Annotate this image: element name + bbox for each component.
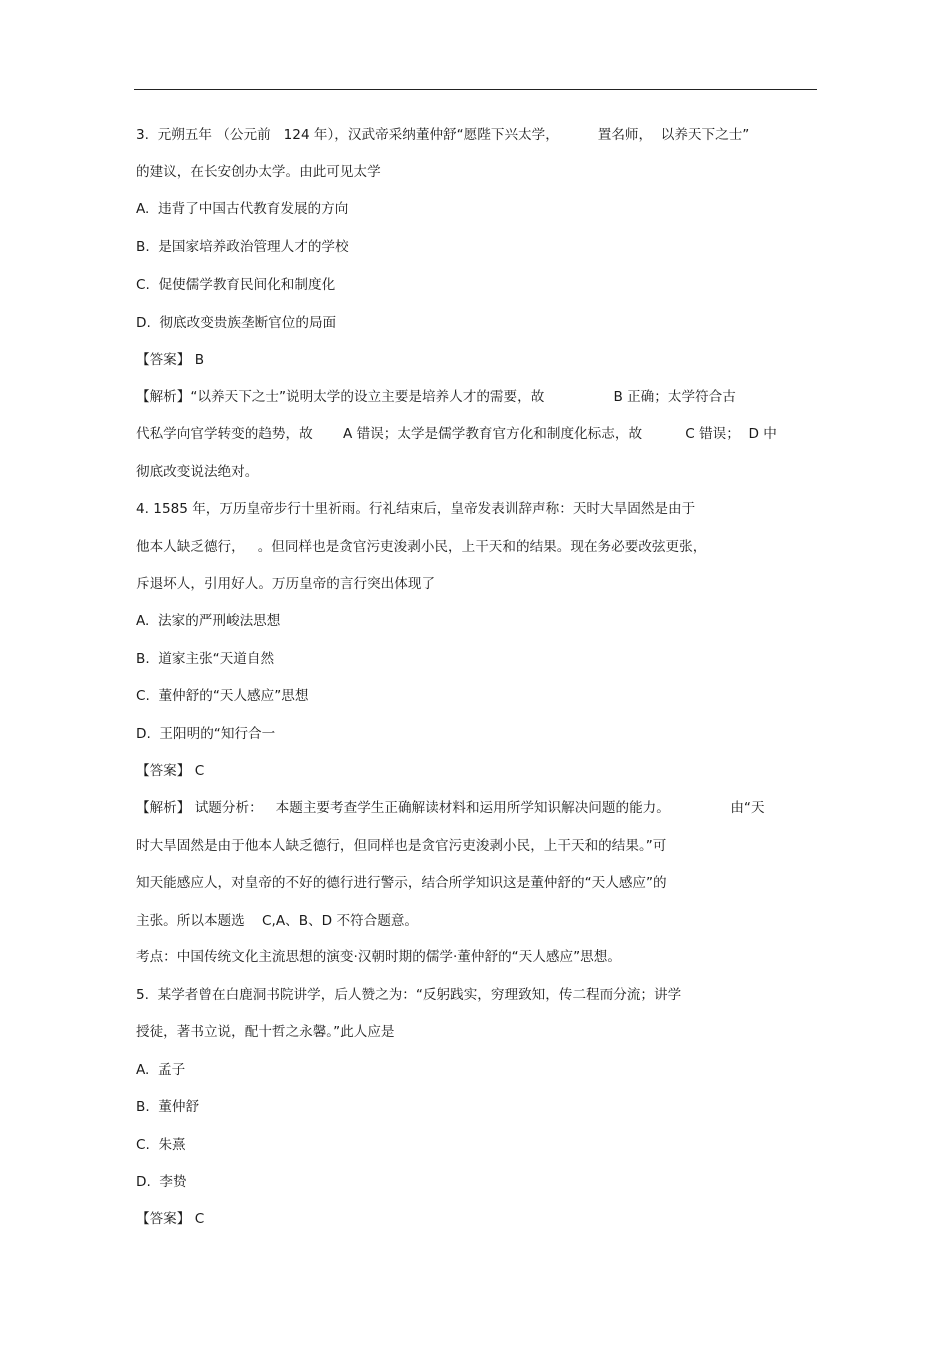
q3-option-c: C. 促使儒学教育民间化和制度化 [136,277,336,293]
q3-option-d: D. 彻底改变贵族垄断官位的局面 [136,315,337,331]
q3-option-b: B. 是国家培养政治管理人才的学校 [136,239,349,255]
q4-option-d: D. 王阳明的“知行合一 [136,726,276,742]
q4-analysis-line1: 【解析】 试题分析： 本题主要考查学生正确解读材料和运用所学知识解决问题的能力。 由“天 [136,800,765,816]
q5-stem-line1: 5. 某学者曾在白鹿洞书院讲学，后人赞之为：“反躬践实，穷理致知，传二程而分流；讲学 [136,987,682,1003]
q4-stem-line1: 4. 1585 年，万历皇帝步行十里祈雨。行礼结束后，皇帝发表训辞声称：天时大旱固然是由于 [136,501,696,517]
q3-stem-line2: 的建议，在长安创办太学。由此可见太学 [136,164,381,180]
q5-stem-line2: 授徒，著书立说，配十哲之永馨。”此人应是 [136,1024,395,1040]
q5-option-c: C. 朱熹 [136,1137,186,1153]
q3-analysis-line1: 【解析】“以养天下之士”说明太学的设立主要是培养人才的需要，故 B 正确；太学符合古 [136,389,736,405]
q4-analysis-line3: 知天能感应人，对皇帝的不好的德行进行警示，结合所学知识这是董仲舒的“天人感应”的 [136,875,667,891]
q4-knowledge-point: 考点：中国传统文化主流思想的演变·汉朝时期的儒学·董仲舒的“天人感应”思想。 [136,949,621,965]
q3-stem-line1: 3. 元朔五年 （公元前 124 年），汉武帝采纳董仲舒“愿陛下兴太学， 置名师， 以养天下之士” [136,127,750,143]
q3-analysis-line3: 彻底改变说法绝对。 [136,464,259,480]
q5-option-b: B. 董仲舒 [136,1099,200,1115]
q4-option-a: A. 法家的严刑峻法思想 [136,613,281,629]
q3-option-a: A. 违背了中国古代教育发展的方向 [136,201,349,217]
q5-answer: 【答案】 C [136,1211,205,1227]
q3-analysis-line2: 代私学向官学转变的趋势，故 A 错误；太学是儒学教育官方化和制度化标志，故 C 错误； D 中 [136,426,777,442]
q4-stem-line3: 斥退坏人，引用好人。万历皇帝的言行突出体现了 [136,576,436,592]
q4-analysis-line4: 主张。所以本题选 C,A、B、D 不符合题意。 [136,913,419,929]
header-rule [134,89,817,90]
q4-answer: 【答案】 C [136,763,205,779]
q5-option-d: D. 李贽 [136,1174,187,1190]
q4-option-b: B. 道家主张“天道自然 [136,651,275,667]
q5-option-a: A. 孟子 [136,1062,186,1078]
q4-option-c: C. 董仲舒的“天人感应”思想 [136,688,309,704]
q4-stem-line2: 他本人缺乏德行， 。但同样也是贪官污吏浚剥小民，上干天和的结果。现在务必要改弦更张， [136,539,707,555]
q4-analysis-line2: 时大旱固然是由于他本人缺乏德行，但同样也是贪官污吏浚剥小民，上干天和的结果。”可 [136,838,667,854]
q3-answer: 【答案】 B [136,352,205,368]
